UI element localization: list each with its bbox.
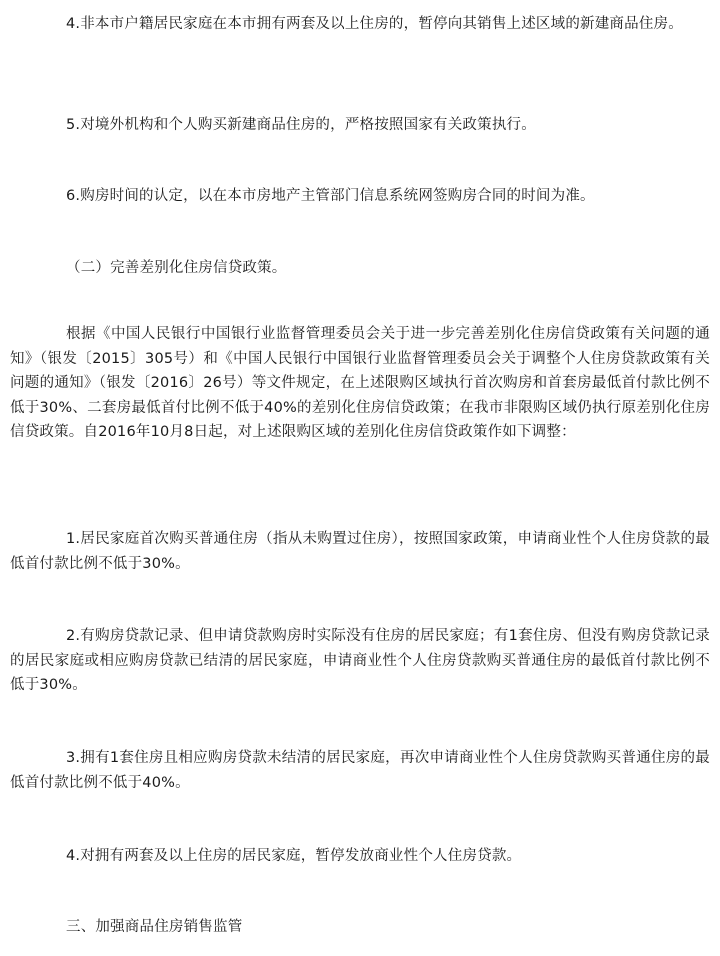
paragraph-credit-item-4: 4.对拥有两套及以上住房的居民家庭，暂停发放商业性个人住房贷款。	[66, 848, 522, 864]
section-heading-credit-policy: （二）完善差别化住房信贷政策。	[66, 260, 287, 276]
paragraph-item-4-nonlocal-households: 4.非本市户籍居民家庭在本市拥有两套及以上住房的，暂停向其销售上述区域的新建商品住房。	[66, 16, 683, 32]
paragraph-credit-item-2: 2.有购房贷款记录、但申请贷款购房时实际没有住房的居民家庭；有1套住房、但没有购房贷款记录的居民家庭或相应购房贷款已结清的居民家庭，申请商业性个人住房贷款购买普通住房的最低首付款比例不低于30%。	[10, 628, 710, 693]
paragraph-item-6-purchase-time: 6.购房时间的认定，以在本市房地产主管部门信息系统网签购房合同的时间为准。	[66, 188, 595, 204]
paragraph-policy-basis: 根据《中国人民银行中国银行业监督管理委员会关于进一步完善差别化住房信贷政策有关问题的通知》（银发〔2015〕305号）和《中国人民银行中国银行业监督管理委员会关于调整个人住房贷款政策有关问题的通知》（银发〔2016〕26号）等文件规定，在上述限购区域执行首次购房和首套房最低首付款比例不低于30%、二套房最低首付比例不低于40%的差别化住房信贷政策；在我市非限购区域仍执行原差别化住房信贷政策。自2016年10月8日起，对上述限购区域的差别化住房信贷政策作如下调整：	[10, 326, 710, 440]
paragraph-item-5-overseas-buyers: 5.对境外机构和个人购买新建商品住房的，严格按照国家有关政策执行。	[66, 117, 536, 133]
paragraph-credit-item-3: 3.拥有1套住房且相应购房贷款未结清的居民家庭，再次申请商业性个人住房贷款购买普通住房的最低首付款比例不低于40%。	[10, 750, 710, 791]
section-heading-sales-supervision: 三、加强商品住房销售监管	[66, 919, 243, 935]
paragraph-credit-item-1: 1.居民家庭首次购买普通住房（指从未购置过住房），按照国家政策，申请商业性个人住房贷款的最低首付款比例不低于30%。	[10, 531, 710, 572]
